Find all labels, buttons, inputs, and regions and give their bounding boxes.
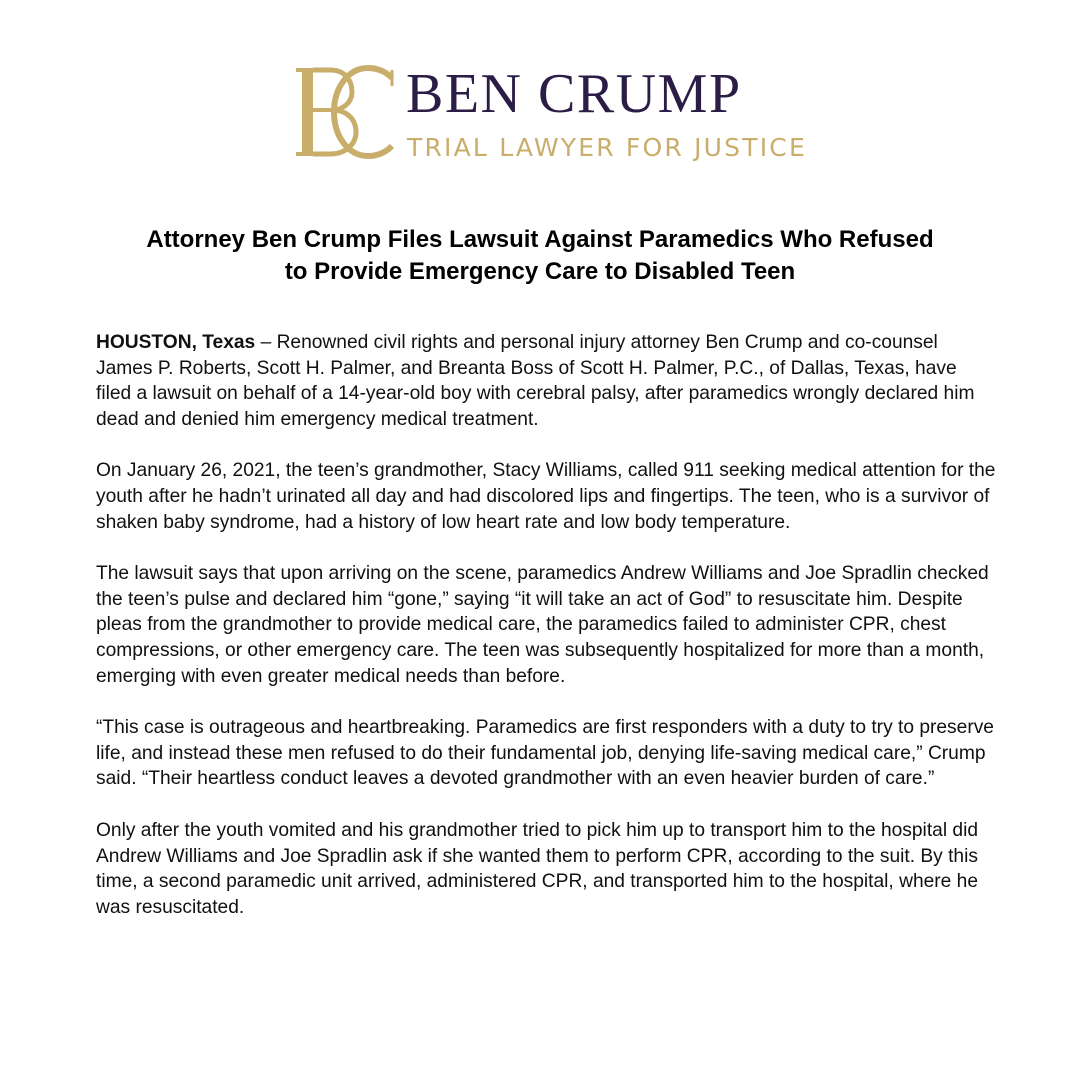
headline-line-2: to Provide Emergency Care to Disabled Teen bbox=[284, 258, 796, 285]
paragraph-2: On January 26, 2021, the teen’s grandmother, Stacy Williams, called 911 seeking medical attention for the youth after he hadn’t urinated all day and had discolored lips and fingertips. The teen, who is a survivor of shaken baby syndrome, had a history of low heart rate and low body temperature. bbox=[96, 460, 996, 533]
ben-crump-logo bbox=[296, 63, 807, 164]
headline-line-1: Attorney Ben Crump Files Lawsuit Against Paramedics Who Refused bbox=[146, 226, 934, 253]
press-release-headline bbox=[60, 224, 1020, 288]
logo-tagline: TRIAL LAWYER FOR JUSTICE bbox=[407, 133, 807, 162]
paragraph-4: “This case is outrageous and heartbreaking. Paramedics are first responders with a duty to try to preserve life, and instead these men refused to do their fundamental job, denying life-saving medical care,” Crump said. “Their heartless conduct leaves a devoted grandmother with an even heavier burden of care.” bbox=[96, 717, 994, 790]
bc-monogram-logo bbox=[296, 64, 396, 160]
dateline: HOUSTON, Texas bbox=[96, 332, 256, 353]
paragraph-3: The lawsuit says that upon arriving on the scene, paramedics Andrew Williams and Joe Spradlin checked the teen’s pulse and declared him “gone,” saying “it will take an act of God” to resuscitate him. Despite pleas from the grandmother to provide medical care, the paramedics failed to administer CPR, chest compressions, or other emergency care. The teen was subsequently hospitalized for more than a month, emerging with even greater medical needs than before. bbox=[96, 563, 989, 687]
paragraph-5: Only after the youth vomited and his grandmother tried to pick him up to transport him to the hospital did Andrew Williams and Joe Spradlin ask if she wanted them to perform CPR, according to the suit. By this time, a second paramedic unit arrived, administered CPR, and transported him to the hospital, where he was resuscitated. bbox=[96, 819, 979, 918]
paragraph-1-text: – Renowned civil rights and personal injury attorney Ben Crump and co-counsel James P. Roberts, Scott H. Palmer, and Breanta Boss of Scott H. Palmer, P.C., of Dallas, Texas, have filed a lawsuit on behalf of a 14-year-old boy with cerebral palsy, after paramedics wrongly declared him dead and denied him emergency medical treatment. bbox=[96, 332, 975, 430]
press-release-body bbox=[96, 330, 996, 946]
logo-name: BEN CRUMP bbox=[406, 63, 742, 125]
paragraph-1 bbox=[96, 330, 996, 432]
